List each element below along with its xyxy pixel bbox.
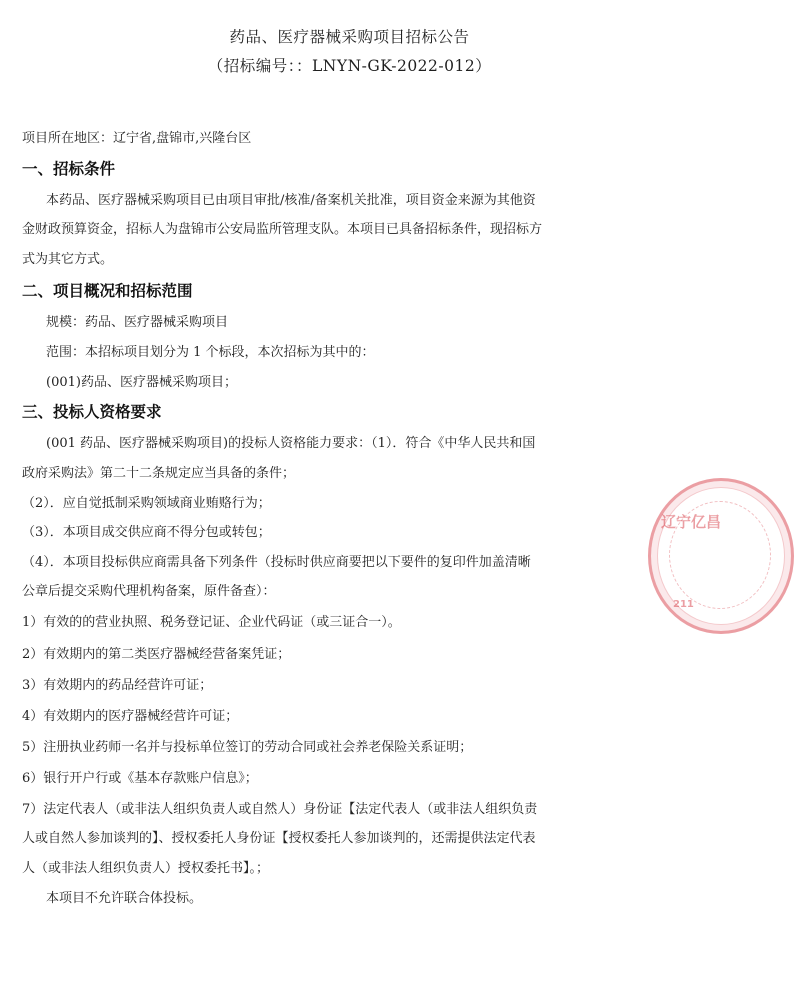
section-3-line: 2）有效期内的第二类医疗器械经营备案凭证； bbox=[22, 647, 291, 662]
document-title: 药品、医疗器械采购项目招标公告 bbox=[229, 28, 470, 46]
seal-text-char: 辽宁亿昌 bbox=[661, 513, 722, 531]
section-3-line: 本项目不允许联合体投标。 bbox=[46, 891, 203, 906]
section-3-line: 1）有效的的营业执照、税务登记证、企业代码证（或三证合一）。 bbox=[22, 615, 401, 630]
tender-code: （招标编号：：LNYN-GK-2022-012） bbox=[207, 57, 492, 75]
section-3-line: 政府采购法》第二十二条规定应当具备的条件； bbox=[22, 466, 296, 481]
section-2-line: (001)药品、医疗器械采购项目； bbox=[46, 375, 237, 390]
section-heading-overview: 二、项目概况和招标范围 bbox=[22, 282, 193, 300]
section-1-line: 金财政预算资金，招标人为盘锦市公安局监所管理支队。本项目已具备招标条件，现招标方 bbox=[22, 222, 543, 237]
section-2-line: 规模：药品、医疗器械采购项目 bbox=[46, 315, 229, 330]
section-3-line: 7）法定代表人（或非法人组织负责人或自然人）身份证【法定代表人（或非法人组织负责 bbox=[22, 802, 538, 817]
seal-number: 211 bbox=[673, 599, 694, 610]
section-3-line: （3）．本项目成交供应商不得分包或转包； bbox=[22, 525, 271, 540]
section-3-line: 人或自然人参加谈判的】、授权委托人身份证【授权委托人参加谈判的，还需提供法定代表 bbox=[22, 831, 536, 846]
section-1-line: 本药品、医疗器械采购项目已由项目审批/核准/备案机关批准，项目资金来源为其他资 bbox=[46, 193, 536, 208]
section-3-line: （4）．本项目投标供应商需具备下列条件（投标时供应商要把以下要件的复印件加盖清晰 bbox=[22, 555, 531, 570]
section-3-line: 5）注册执业药师一名并与投标单位签订的劳动合同或社会养老保险关系证明； bbox=[22, 740, 473, 755]
section-3-line: 3）有效期内的药品经营许可证； bbox=[22, 678, 213, 693]
section-2-line: 范围：本招标项目划分为 1 个标段，本次招标为其中的： bbox=[46, 345, 375, 360]
section-3-line: （2）．应自觉抵制采购领域商业贿赂行为； bbox=[22, 496, 271, 511]
section-3-line: 4）有效期内的医疗器械经营许可证； bbox=[22, 709, 239, 724]
company-seal bbox=[648, 478, 794, 634]
section-heading-conditions: 一、招标条件 bbox=[22, 160, 116, 178]
section-heading-qualification: 三、投标人资格要求 bbox=[22, 403, 162, 421]
section-3-line: (001 药品、医疗器械采购项目)的投标人资格能力要求：（1）．符合《中华人民共和国 bbox=[46, 436, 536, 451]
section-3-line: 人（或非法人组织负责人）授权委托书】。； bbox=[22, 861, 270, 876]
section-3-line: 6）银行开户行或《基本存款账户信息》； bbox=[22, 771, 258, 786]
section-1-line: 式为其它方式。 bbox=[22, 252, 114, 267]
project-region: 项目所在地区：辽宁省,盘锦市,兴隆台区 bbox=[22, 131, 252, 146]
section-3-line: 公章后提交采购代理机构备案，原件备查）： bbox=[22, 584, 276, 599]
